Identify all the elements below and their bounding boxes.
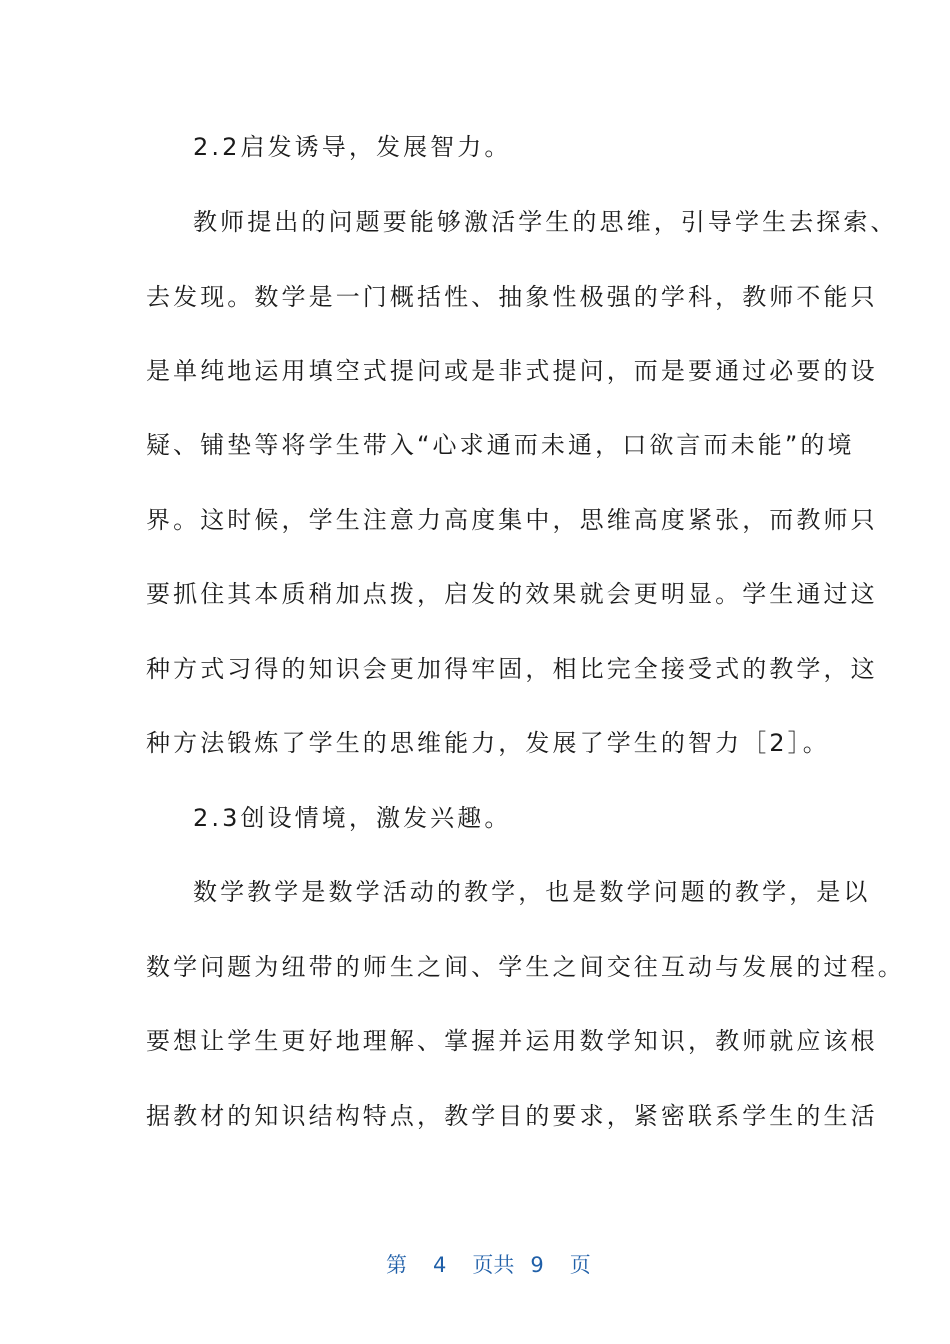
paragraph-line: 是单纯地运用填空式提问或是非式提问，而是要通过必要的设: [146, 357, 878, 385]
paragraph-line: 种方式习得的知识会更加得牢固，相比完全接受式的教学，这: [146, 655, 878, 683]
paragraph-line: 界。这时候，学生注意力高度集中，思维高度紧张，而教师只: [146, 506, 878, 534]
paragraph-line: 数学教学是数学活动的教学，也是数学问题的教学，是以: [193, 878, 871, 906]
page-footer: [0, 1226, 950, 1304]
paragraph-line: 教师提出的问题要能够激活学生的思维，引导学生去探索、: [193, 208, 898, 236]
paragraph-line: 数学问题为纽带的师生之间、学生之间交往互动与发展的过程。: [146, 953, 905, 981]
paragraph-line: 要想让学生更好地理解、掌握并运用数学知识，教师就应该根: [146, 1027, 878, 1055]
paragraph-line: 去发现。数学是一门概括性、抽象性极强的学科，教师不能只: [146, 283, 878, 311]
paragraph-line: 据教材的知识结构特点，教学目的要求，紧密联系学生的生活: [146, 1102, 878, 1130]
footer-middle: 页共: [472, 1253, 515, 1277]
footer-total-pages: 9: [530, 1253, 544, 1277]
paragraph-line: 要抓住其本质稍加点拨，启发的效果就会更明显。学生通过这: [146, 580, 878, 608]
section-heading-2-3: 2.3创设情境，激发兴趣。: [193, 804, 512, 832]
footer-current-page: 4: [432, 1253, 447, 1277]
footer-prefix: 第: [385, 1253, 407, 1277]
paragraph-line: 种方法锻炼了学生的思维能力，发展了学生的智力［2］。: [146, 729, 830, 757]
footer-suffix: 页: [569, 1253, 591, 1277]
section-heading-2-2: 2.2启发诱导，发展智力。: [193, 133, 512, 161]
paragraph-line: 疑、铺垫等将学生带入“心求通而未通，口欲言而未能”的境: [146, 431, 855, 459]
